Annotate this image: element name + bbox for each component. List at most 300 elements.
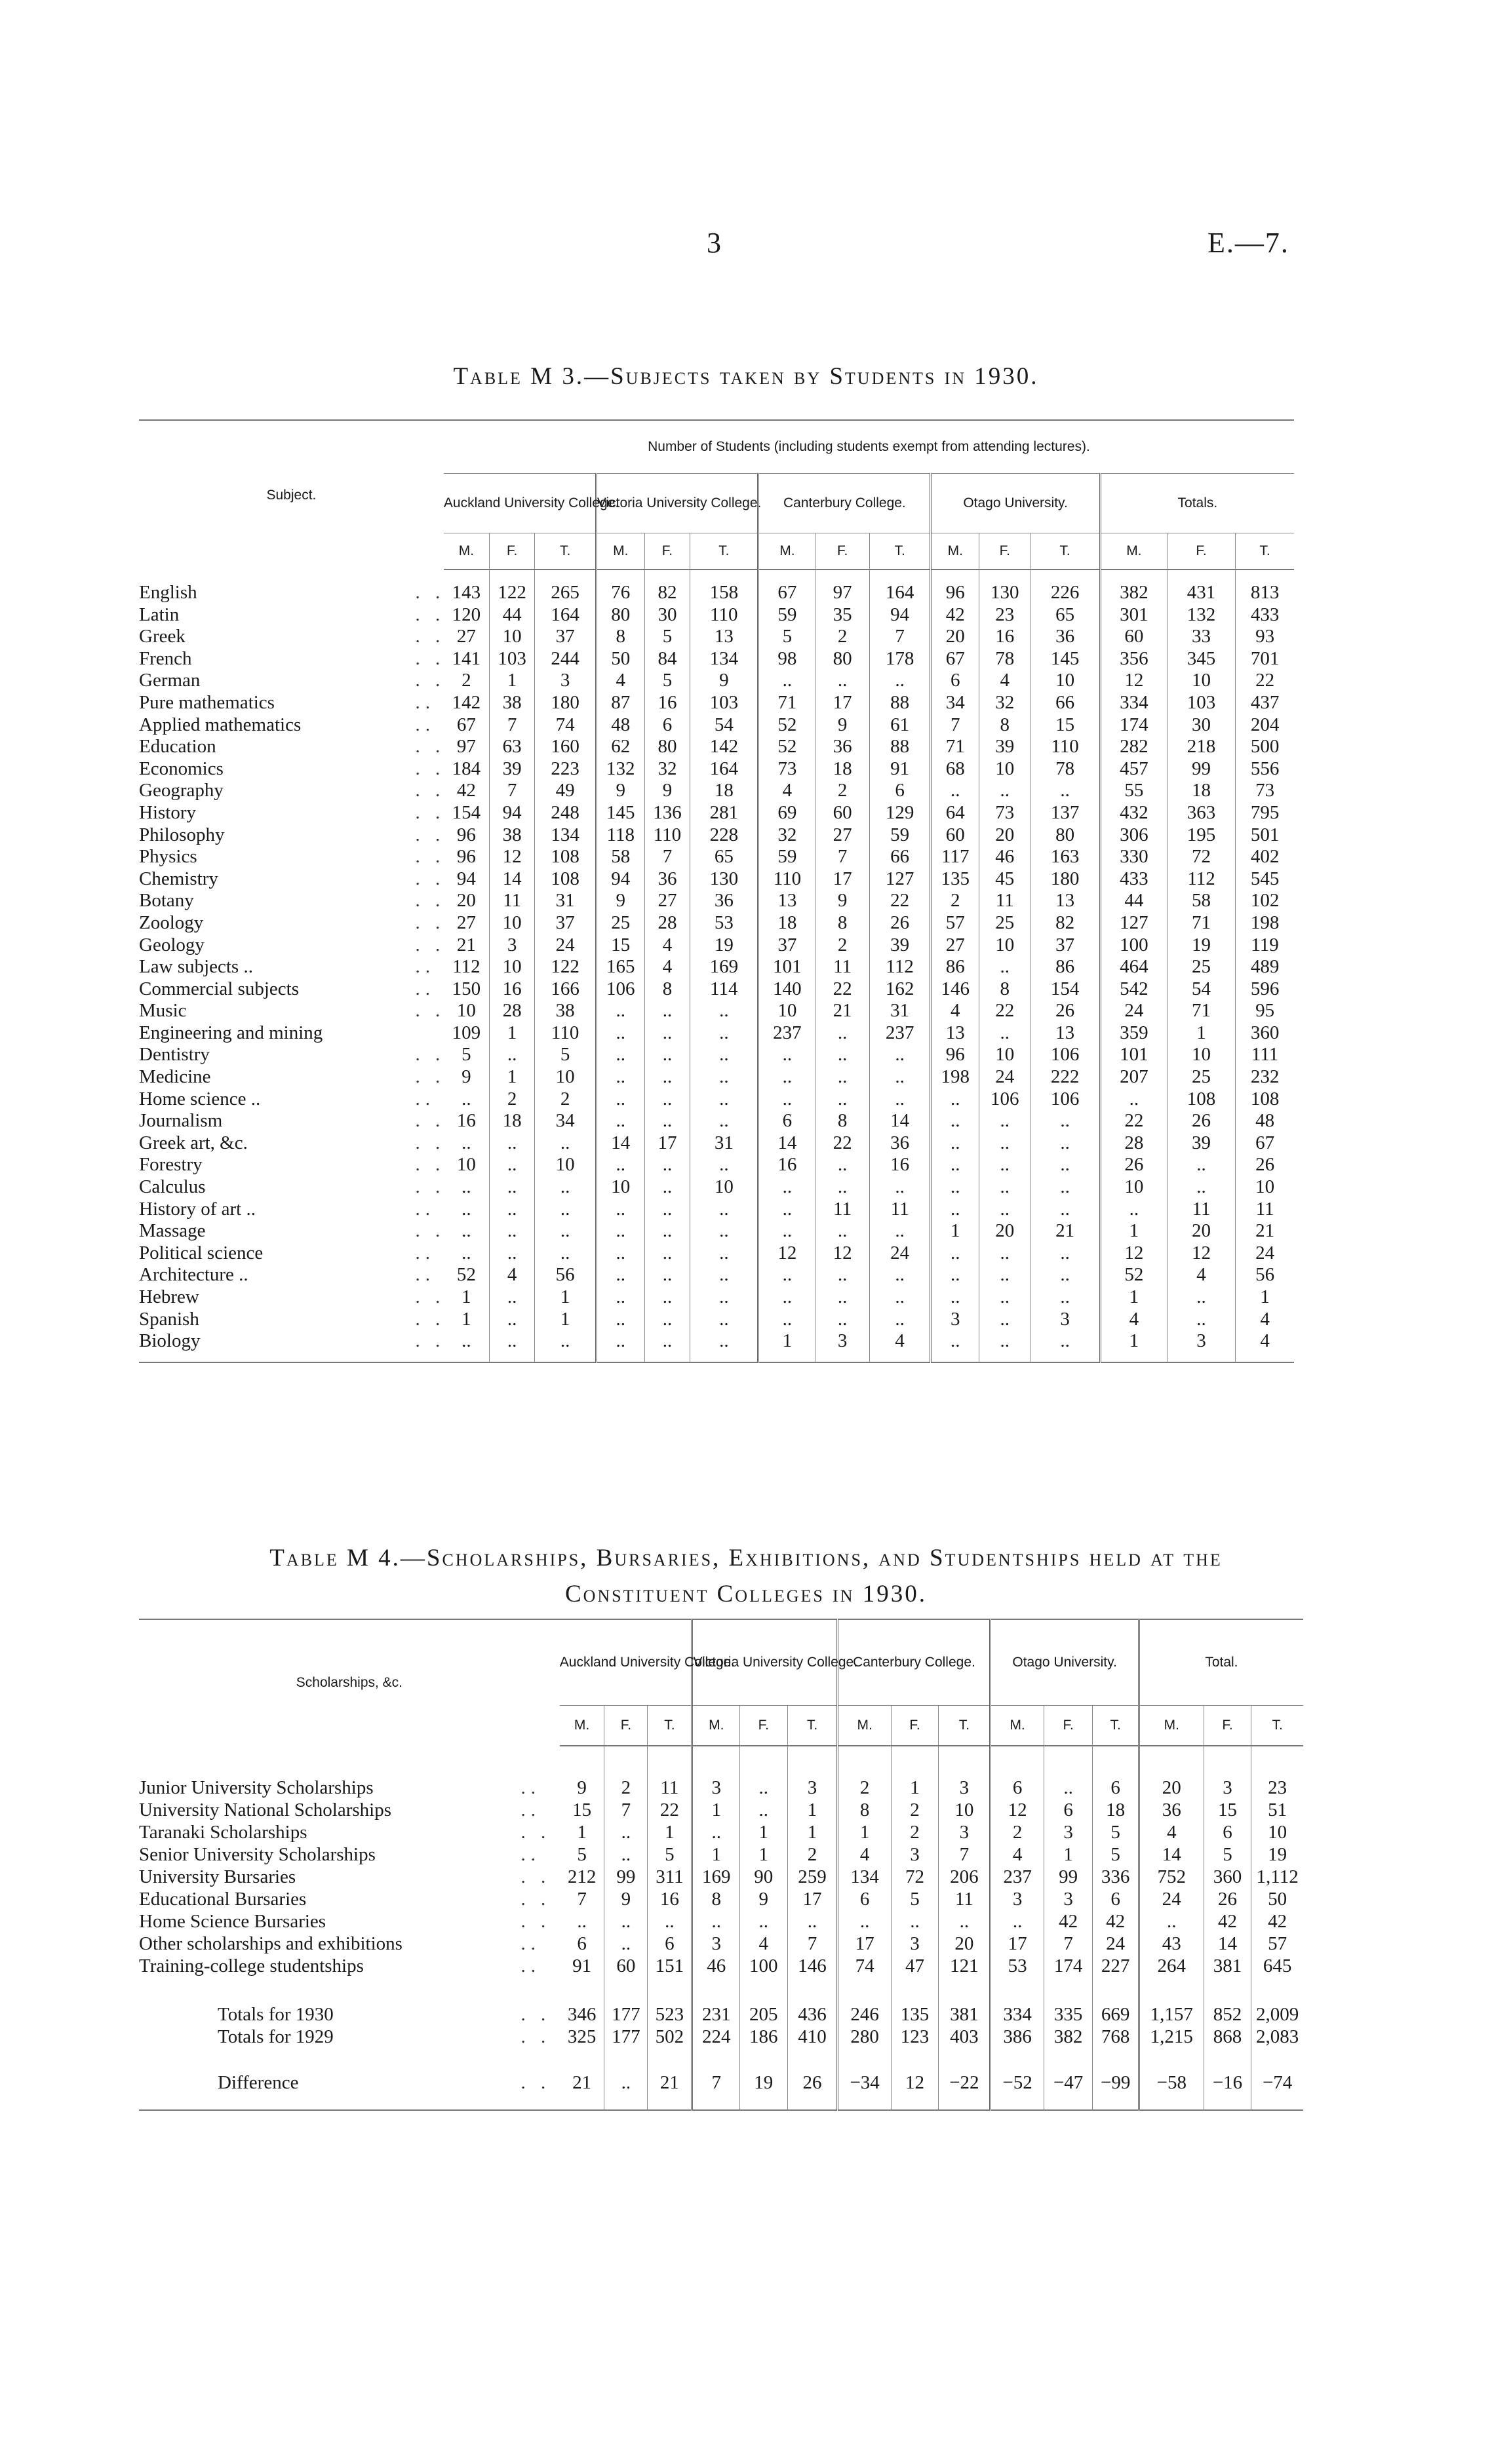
subject-row	[139, 868, 1294, 891]
subject-header: Subject.	[139, 420, 444, 569]
cell: 2	[931, 890, 979, 912]
cell: ..	[979, 780, 1031, 802]
cell: 20	[931, 626, 979, 648]
cell: 6	[1093, 1888, 1139, 1910]
cell: 73	[758, 758, 815, 780]
subject-row	[139, 1022, 1294, 1045]
cell: 2,083	[1256, 2026, 1299, 2047]
cell: 103	[690, 692, 758, 714]
row-label: Medicine	[139, 1066, 211, 1088]
cell: ..	[815, 1220, 870, 1242]
cell: 7	[931, 714, 979, 737]
cell: ..	[939, 1910, 991, 1933]
cell: ..	[690, 1330, 758, 1362]
cell: 20	[1139, 1746, 1204, 1799]
cell: 5	[891, 1888, 939, 1910]
cell: 8	[644, 978, 690, 1001]
cell: 1	[489, 1022, 535, 1045]
sub-header-t: T.	[1251, 1706, 1303, 1746]
table-m4-title-line2: Constituent Colleges in 1930.	[564, 1581, 928, 1607]
cell: 10	[596, 1176, 644, 1199]
row-label: Commercial subjects	[139, 978, 300, 999]
row-label: Engineering and mining	[139, 1022, 323, 1043]
cell: 21	[444, 934, 490, 957]
cell: ..	[931, 1088, 979, 1111]
cell: 457	[1100, 758, 1167, 780]
row-leader: . .	[520, 2004, 551, 2025]
cell: 21	[815, 1000, 870, 1022]
cell: 3	[939, 1746, 991, 1799]
cell: 90	[740, 1866, 788, 1888]
cell: 596	[1250, 978, 1280, 999]
cell: ..	[1031, 1330, 1100, 1362]
row-label: Political science	[139, 1242, 264, 1263]
cell: 27	[931, 934, 979, 957]
cell: ..	[596, 1000, 644, 1022]
row-label: Massage	[139, 1220, 206, 1242]
cell: 66	[869, 846, 930, 868]
cell: 360	[1250, 1022, 1280, 1043]
row-leader: . .	[520, 1822, 551, 1843]
cell: 59	[758, 846, 815, 868]
cell: 205	[740, 1977, 788, 2026]
cell: 108	[1167, 1088, 1235, 1111]
cell: 6	[931, 670, 979, 692]
cell: 1	[560, 1821, 604, 1843]
cell: 48	[596, 714, 644, 737]
cell: 346	[560, 1977, 604, 2026]
cell: 1	[740, 1821, 788, 1843]
cell: ..	[596, 1242, 644, 1265]
cell: 26	[787, 2048, 838, 2110]
cell: 178	[869, 648, 930, 670]
cell: 71	[758, 692, 815, 714]
cell: 14	[489, 868, 535, 891]
cell: 4	[979, 670, 1031, 692]
cell: 301	[1100, 604, 1167, 626]
cell: 38	[489, 824, 535, 847]
cell: 7	[787, 1933, 838, 1955]
cell: 325	[560, 2026, 604, 2048]
cell: 37	[535, 912, 596, 934]
cell: 10	[535, 1154, 596, 1176]
cell: 27	[444, 626, 490, 648]
cell: 141	[444, 648, 490, 670]
cell: 145	[596, 802, 644, 824]
cell: ..	[1031, 1199, 1100, 1221]
cell: 62	[596, 736, 644, 758]
cell: 15	[1031, 714, 1100, 737]
cell: ..	[690, 1154, 758, 1176]
subject-row	[139, 1176, 1294, 1199]
row-label: Biology	[139, 1330, 415, 1362]
cell: 69	[758, 802, 815, 824]
cell: ..	[787, 1910, 838, 1933]
cell: 98	[758, 648, 815, 670]
cell: −58	[1139, 2048, 1204, 2110]
cell: 20	[939, 1933, 991, 1955]
cell: 130	[690, 868, 758, 891]
cell: ..	[1031, 1132, 1100, 1155]
sub-header-t: T.	[690, 533, 758, 570]
cell: 42	[1204, 1910, 1251, 1933]
cell: ..	[596, 1309, 644, 1331]
row-label: Taranaki Scholarships	[139, 1822, 307, 1843]
cell: 112	[869, 956, 930, 978]
cell: 20	[979, 824, 1031, 847]
cell: 20	[444, 890, 490, 912]
subject-row	[139, 1110, 1294, 1132]
row-leader: . .	[415, 780, 446, 801]
cell: ..	[596, 1154, 644, 1176]
cell: 99	[1044, 1866, 1093, 1888]
cell: 21	[560, 2048, 604, 2110]
cell: 11	[815, 1199, 870, 1221]
scholarship-row	[139, 1799, 1303, 1821]
cell: 60	[604, 1955, 648, 1977]
cell: 11	[1167, 1199, 1235, 1221]
cell: 17	[815, 868, 870, 891]
cell: ..	[644, 1154, 690, 1176]
subject-row	[139, 1309, 1294, 1331]
cell: ..	[979, 1286, 1031, 1309]
cell: 186	[740, 2026, 788, 2048]
cell: ..	[596, 1088, 644, 1111]
sub-header-f: F.	[979, 533, 1031, 570]
cell: 360	[1204, 1866, 1251, 1888]
cell: 9	[444, 1066, 490, 1088]
cell: 10	[489, 626, 535, 648]
college-header-totals: Totals.	[1100, 474, 1294, 533]
cell: 13	[758, 890, 815, 912]
cell: 164	[869, 569, 930, 604]
cell: 237	[869, 1022, 930, 1045]
cell: ..	[1031, 1286, 1100, 1309]
cell: ..	[444, 1176, 490, 1199]
row-label: Pure mathematics	[139, 691, 275, 713]
cell: 14	[596, 1132, 644, 1155]
cell: 1,112	[1256, 1866, 1299, 1887]
row-label: Music	[139, 1000, 187, 1022]
subject-row	[139, 1242, 1294, 1265]
cell: 24	[979, 1066, 1031, 1088]
cell: ..	[931, 1242, 979, 1265]
cell: ..	[931, 1264, 979, 1286]
subject-row	[139, 1088, 1294, 1111]
cell: 58	[596, 846, 644, 868]
cell: 15	[596, 934, 644, 957]
cell: 31	[690, 1132, 758, 1155]
row-label: Chemistry	[139, 868, 218, 889]
cell: 67	[758, 569, 815, 604]
cell: 2,009	[1256, 2004, 1299, 2025]
cell: 80	[596, 604, 644, 626]
cell: 1	[758, 1330, 815, 1362]
cell: 25	[1167, 956, 1235, 978]
cell: 237	[991, 1866, 1044, 1888]
cell: 10	[979, 1044, 1031, 1066]
row-leader: . .	[520, 1911, 551, 1932]
cell: 10	[1100, 1176, 1167, 1199]
cell: 2	[444, 670, 490, 692]
row-leader: . .	[415, 758, 446, 779]
cell: 174	[1100, 714, 1167, 737]
cell: 11	[489, 890, 535, 912]
cell: ..	[644, 1309, 690, 1331]
cell: 32	[644, 758, 690, 780]
cell: 10	[979, 934, 1031, 957]
cell: 21	[1031, 1220, 1100, 1242]
cell: ..	[690, 1044, 758, 1066]
cell: 523	[648, 1977, 692, 2026]
row-leader: . .	[415, 1308, 446, 1330]
cell: 12	[1100, 670, 1167, 692]
cell: 43	[1139, 1933, 1204, 1955]
subject-row	[139, 956, 1294, 978]
cell: 6	[1044, 1799, 1093, 1821]
cell: 53	[690, 912, 758, 934]
cell: 163	[1031, 846, 1100, 868]
cell: ..	[1139, 1910, 1204, 1933]
row-label: Education	[139, 736, 216, 758]
cell: 5	[560, 1843, 604, 1866]
cell: 1	[787, 1821, 838, 1843]
sub-header-m: M.	[444, 533, 490, 570]
cell: ..	[596, 1264, 644, 1286]
sub-header-t: T.	[535, 533, 596, 570]
cell: 52	[758, 714, 815, 737]
subject-row	[139, 1220, 1294, 1242]
cell: 232	[1250, 1066, 1280, 1088]
cell: 7	[692, 2048, 740, 2110]
cell: 7	[939, 1843, 991, 1866]
cell: 1,157	[1139, 1977, 1204, 2026]
cell: 129	[869, 802, 930, 824]
cell: 112	[1167, 868, 1235, 891]
college-header-otago: Otago University.	[931, 474, 1101, 533]
cell: 7	[489, 780, 535, 802]
cell: 36	[1031, 626, 1100, 648]
cell: 114	[690, 978, 758, 1001]
cell: 94	[444, 868, 490, 891]
cell: 34	[535, 1110, 596, 1132]
cell: ..	[758, 1309, 815, 1331]
cell: 1	[891, 1746, 939, 1799]
cell: 135	[891, 1977, 939, 2026]
scholarship-row	[139, 1843, 1303, 1866]
row-label: Spanish	[139, 1308, 199, 1330]
cell: 195	[1167, 824, 1235, 847]
cell: 16	[979, 626, 1031, 648]
cell: 67	[1255, 1132, 1275, 1153]
cell: 4	[838, 1843, 891, 1866]
cell: 42	[931, 604, 979, 626]
cell: 1	[787, 1799, 838, 1821]
cell: 10	[489, 956, 535, 978]
cell: 44	[1100, 890, 1167, 912]
cell: 500	[1250, 736, 1280, 758]
cell: 27	[644, 890, 690, 912]
cell: ..	[931, 1286, 979, 1309]
subject-row	[139, 890, 1294, 912]
cell: 100	[740, 1955, 788, 1977]
cell: 433	[1250, 604, 1280, 625]
cell: ..	[690, 1220, 758, 1242]
cell: −74	[1251, 2048, 1303, 2110]
cell: 174	[1044, 1955, 1093, 1977]
cell: 63	[489, 736, 535, 758]
cell: 31	[535, 890, 596, 912]
cell: 3	[991, 1888, 1044, 1910]
row-label: Greek art, &c.	[139, 1132, 248, 1153]
cell: 132	[596, 758, 644, 780]
cell: 91	[560, 1955, 604, 1977]
cell: 123	[891, 2026, 939, 2048]
cell: 134	[838, 1866, 891, 1888]
cell: ..	[815, 1066, 870, 1088]
cell: 1	[838, 1821, 891, 1843]
cell: 19	[1167, 934, 1235, 957]
cell: ..	[644, 1088, 690, 1111]
cell: 11	[648, 1746, 692, 1799]
cell: 334	[991, 1977, 1044, 2026]
cell: 24	[535, 934, 596, 957]
scholarship-row	[139, 1910, 1303, 1933]
cell: 12	[758, 1242, 815, 1265]
cell: ..	[604, 1910, 648, 1933]
cell: 218	[1167, 736, 1235, 758]
row-leader: . .	[520, 2026, 551, 2047]
row-label: Other scholarships and exhibitions	[139, 1933, 402, 1954]
cell: ..	[535, 1330, 596, 1362]
cell: 18	[1167, 780, 1235, 802]
sub-header-f: F.	[740, 1706, 788, 1746]
row-label: Economics	[139, 758, 224, 779]
row-label: History	[139, 801, 196, 823]
cell: 3	[787, 1746, 838, 1799]
cell: 334	[1100, 692, 1167, 714]
cell: 8	[815, 1110, 870, 1132]
cell: 38	[535, 1000, 596, 1022]
cell: ..	[815, 1309, 870, 1331]
cell: ..	[1167, 1154, 1235, 1176]
cell: 4	[1167, 1264, 1235, 1286]
cell: 3	[931, 1309, 979, 1331]
cell: 143	[444, 569, 490, 604]
cell: 60	[931, 824, 979, 847]
subject-row	[139, 802, 1294, 824]
cell: 72	[1167, 846, 1235, 868]
cell: 22	[869, 890, 930, 912]
cell: ..	[979, 1154, 1031, 1176]
cell: 226	[1031, 569, 1100, 604]
cell: ..	[979, 1176, 1031, 1199]
cell: 94	[489, 802, 535, 824]
cell: 151	[648, 1955, 692, 1977]
cell: 10	[444, 1154, 490, 1176]
cell: 48	[1255, 1110, 1275, 1132]
cell: 56	[1255, 1264, 1275, 1286]
cell: 68	[931, 758, 979, 780]
subject-row	[139, 824, 1294, 847]
cell: 311	[648, 1866, 692, 1888]
cell: ..	[1031, 1176, 1100, 1199]
cell: −22	[939, 2048, 991, 2110]
cell: 82	[644, 569, 690, 604]
cell: 24	[1100, 1000, 1167, 1022]
row-leader: . .	[415, 934, 446, 955]
cell: 246	[838, 1977, 891, 2026]
scholarships-header: Scholarships, &c.	[139, 1619, 560, 1746]
row-leader: ..	[415, 1088, 435, 1109]
cell: −99	[1093, 2048, 1139, 2110]
cell: 21	[1255, 1220, 1275, 1242]
row-label: Applied mathematics	[139, 714, 302, 735]
cell: 84	[644, 648, 690, 670]
cell: 71	[1167, 912, 1235, 934]
row-label: Architecture ..	[139, 1264, 248, 1286]
cell: 118	[596, 824, 644, 847]
subject-row	[139, 1132, 1294, 1155]
row-leader: ..	[520, 1800, 541, 1820]
cell: 106	[1031, 1088, 1100, 1111]
cell: ..	[535, 1199, 596, 1221]
cell: 1	[489, 670, 535, 692]
cell: ..	[740, 1799, 788, 1821]
cell: ..	[758, 1199, 815, 1221]
cell: 18	[690, 780, 758, 802]
cell: 10	[1255, 1176, 1275, 1198]
cell: 106	[979, 1088, 1031, 1111]
cell: ..	[596, 1330, 644, 1362]
sub-header-t: T.	[648, 1706, 692, 1746]
cell: 1	[489, 1066, 535, 1088]
cell: 106	[1031, 1044, 1100, 1066]
cell: ..	[1100, 1088, 1167, 1111]
cell: ..	[489, 1309, 535, 1331]
cell: 813	[1250, 582, 1280, 603]
cell: 108	[535, 868, 596, 891]
sub-header-m: M.	[991, 1706, 1044, 1746]
sub-header-f: F.	[489, 533, 535, 570]
cell: ..	[979, 1264, 1031, 1286]
cell: 16	[758, 1154, 815, 1176]
cell: ..	[758, 1044, 815, 1066]
cell: ..	[489, 1044, 535, 1066]
cell: 31	[869, 1000, 930, 1022]
cell: −34	[838, 2048, 891, 2110]
cell: ..	[644, 1022, 690, 1045]
cell: ..	[979, 1022, 1031, 1045]
cell: ..	[1044, 1746, 1093, 1799]
cell: ..	[1167, 1286, 1235, 1309]
row-label: German	[139, 670, 201, 691]
cell: 768	[1093, 2026, 1139, 2048]
cell: 24	[1255, 1242, 1275, 1263]
row-label: Dentistry	[139, 1044, 210, 1066]
cell: ..	[535, 1220, 596, 1242]
subject-row	[139, 626, 1294, 648]
row-leader: . .	[415, 647, 446, 669]
cell: 432	[1100, 802, 1167, 824]
scholarship-row	[139, 1746, 1303, 1799]
row-label: French	[139, 647, 192, 669]
cell: 49	[535, 780, 596, 802]
cell: 10	[1268, 1822, 1287, 1843]
cell: 24	[869, 1242, 930, 1265]
cell: 212	[560, 1866, 604, 1888]
cell: 9	[815, 890, 870, 912]
